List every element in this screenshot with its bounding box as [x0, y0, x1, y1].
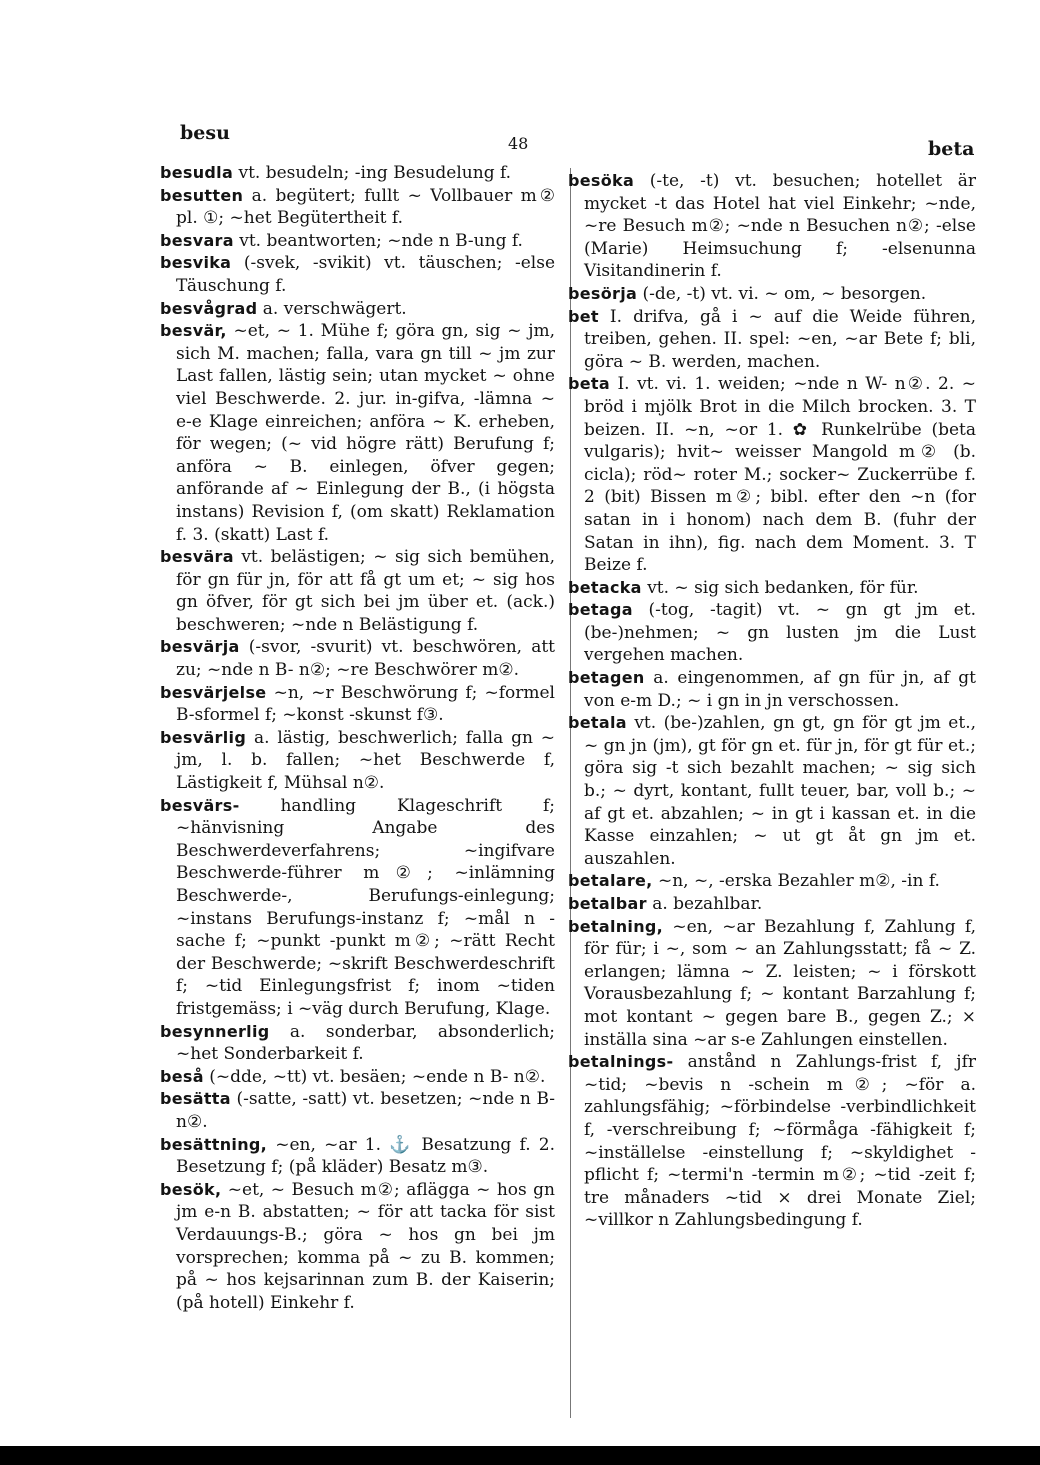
dictionary-entry — [160, 1088, 555, 1133]
right-column — [568, 170, 976, 1232]
headword: besörja — [568, 283, 638, 303]
headword: besätta — [160, 1089, 231, 1109]
definition: a. sonderbar, absonderlich; ~het Sonderbarkeit f. — [176, 1021, 555, 1065]
definition: (-de, -t) vt. vi. ~ om, ~ besorgen. — [642, 283, 927, 304]
definition: ~n, ~r Beschwörung f; ~formel B-sformel f; ~konst -skunst f③. — [176, 682, 555, 726]
dictionary-entry — [568, 1051, 976, 1232]
headword: besvika — [160, 253, 232, 273]
definition: anstånd n Zahlungs-frist f, jfr ~tid; ~bevis n -schein m②; ~för a. zahlungsfähig; ~förbindelse -verbindlichkeit f, -verschreibung f; ~förmåga -fähigkeit f; ~inställelse -einstellung f; ~skyldighet -pflicht f; ~termi'n -termin m②; ~tid -zeit f; tre månaders ~tid × drei Monate Ziel; ~villkor n Zahlungsbedingung f. — [584, 1052, 976, 1231]
dictionary-entry — [160, 1179, 555, 1315]
headword: besvärs- — [160, 795, 240, 815]
dictionary-entry — [568, 373, 976, 576]
headword: betalare, — [568, 871, 653, 891]
definition: (~dde, ~tt) vt. besäen; ~ende n B- n②. — [209, 1066, 546, 1087]
definition: (-te, -t) vt. besuchen; hotellet är mycket -t das Hotel hat viel Einkehr; ~nde, ~re Besuch m②; ~nde n Besuchen n②; -else (Marie) Heimsuchung f; -elsenunna Visitandinerin f. — [584, 171, 976, 282]
definition: (-svor, -svurit) vt. beschwören, att zu; ~nde n B- n②; ~re Beschwörer m②. — [176, 637, 555, 681]
scan-edge — [0, 1446, 1040, 1465]
headword: betalnings- — [568, 1052, 674, 1072]
headword: bet — [568, 306, 599, 326]
headword: besöka — [568, 171, 635, 190]
headword: betacka — [568, 577, 642, 597]
dictionary-entry — [568, 712, 976, 870]
definition: I. vt. vi. 1. weiden; ~nde n W- n②. 2. ~ bröd i mjölk Brot in die Milch brocken. 3. T beizen. II. ~n, ~or 1. ✿ Runkelrübe (beta vulgaris); hvit~ weisser Mangold m② (b. cicla); röd~ roter M.; socker~ Zuckerrübe f. 2 (bit) Bissen m②; bibl. efter den ~n (for satan in i honom) nach dem B. (fuhr der Satan in ihn), fig. nach dem Moment. 3. T Beize f. — [584, 374, 976, 576]
dictionary-entry — [160, 320, 555, 546]
headword: beta — [568, 374, 610, 394]
dictionary-entry — [160, 162, 555, 185]
page-number: 48 — [508, 134, 529, 153]
headword: betalning, — [568, 916, 664, 936]
definition: ~en, ~ar Bezahlung f, Zahlung f, för für; i ~, som ~ an Zahlungsstatt; få ~ Z. erlangen; lämna ~ Z. leisten; ~ i förskott Vorausbezahlung f; ~ kontant Barzahlung f; mot kontant ~ gegen bare B., gegen Z.; × inställa sina ~ar s-e Zahlungen einstellen. — [584, 916, 977, 1050]
definition: vt. beantworten; ~nde n B-ung f. — [239, 230, 523, 251]
headword: besvära — [160, 547, 234, 567]
dictionary-entry — [568, 599, 976, 667]
definition: ~et, ~ 1. Mühe f; göra gn, sig ~ jm, sich M. machen; falla, vara gn till ~ jm zur Last fallen, lästig sein; utan mycket ~ ohne viel Beschwerde. 2. jur. in-gifva, -lämna ~ e-e Klage einreichen; anföra ~ K. erheben, för wegen; (~ vid högre rätt) Berufung f; anföra ~ B. einlegen, öfver gegen; anförande af ~ Einlegung der B., (i högsta instans) Revision f, (om skatt) Reklamation f. 3. (skatt) Last f. — [176, 321, 556, 545]
dictionary-entry — [160, 230, 555, 253]
definition: (-svek, -svikit) vt. täuschen; -else Täuschung f. — [176, 253, 556, 296]
headword: besvärja — [160, 637, 240, 657]
headword: besvär, — [160, 321, 227, 341]
dictionary-entry — [160, 546, 555, 636]
definition: a. begütert; fullt ~ Vollbauer m② pl. ①; ~het Begütertheit f. — [176, 185, 555, 229]
dictionary-entry — [160, 727, 555, 795]
dictionary-entry — [160, 636, 555, 681]
headword: besudla — [160, 163, 234, 182]
definition: a. bezahlbar. — [652, 894, 763, 914]
dictionary-entry — [568, 893, 976, 916]
definition: I. drifva, gå i ~ auf die Weide führen, treiben, gehen. II. spel: ~en, ~ar Bete f; bli, göra ~ B. werden, machen. — [584, 306, 976, 372]
dictionary-entry — [568, 283, 976, 306]
definition: a. lästig, beschwerlich; falla gn ~ jm, l. b. fallen; ~het Beschwerde f, Lästigkeit f, Mühsal n②. — [176, 727, 556, 794]
dictionary-entry — [568, 170, 976, 283]
definition: ~et, ~ Besuch m②; aflägga ~ hos gn jm e-n B. abstatten; ~ för att tacka för sist Verdauungs-B.; göra ~ hos gn bei jm vorsprechen; komma på ~ zu B. kommen; på ~ hos kejsarinnan zum B. der Kaiserin; (på hotell) Einkehr f. — [176, 1179, 556, 1313]
dictionary-entry — [160, 1021, 555, 1066]
headword: betaga — [568, 600, 633, 620]
definition: handling Klageschrift f; ~hänvisning Angabe des Beschwerdeverfahrens; ~ingifvare Beschwerde-führer m②; ~inlämning Beschwerde-, Berufungs-einlegung; ~instans Berufungs-instanz f; ~mål n -sache f; ~punkt -punkt m②; ~rätt Recht der Beschwerde; ~skrift Beschwerdeschrift f; ~tid Einlegungsfrist f; inom ~tiden fristgemäss; i ~väg durch Berufung, Klage. — [176, 795, 556, 1019]
definition: a. eingenommen, af gn für jn, af gt von e-m D.; ~ i gn in jn verschossen. — [584, 668, 977, 711]
running-head-right: beta — [928, 138, 975, 160]
definition: vt. (be-)zahlen, gn gt, gn för gt jm et., ~ gn jn (jm), gt för gn et. für jn, för gt für et.; göra sig -t sich bezahlt machen; ~ sig sich b.; ~ dyrt, kontant, fullt teuer, bar, voll b.; ~ af gt et. abzahlen; ~ in gt i kassan et. in die Kasse einzahlen; ~ ut gt åt gn jm et. auszahlen. — [584, 713, 977, 869]
definition: ~en, ~ar 1. ⚓ Besatzung f. 2. Besetzung f; (på kläder) Besatz m③. — [176, 1134, 556, 1178]
dictionary-entry — [568, 916, 976, 1052]
definition: vt. belästigen; ~ sig sich bemühen, för gn für jn, för att få gt um et; ~ sig hos gn öfver, för gt sich bei jm über et. (ack.) beschweren; ~nde n Belästigung f. — [176, 547, 555, 635]
dictionary-entry — [568, 870, 976, 893]
dictionary-entry — [160, 682, 555, 727]
headword: besvärjelse — [160, 682, 267, 702]
definition: vt. ~ sig sich bedanken, för für. — [647, 577, 919, 598]
dictionary-entry — [160, 795, 555, 1021]
dictionary-entry — [568, 306, 976, 374]
headword: betagen — [568, 668, 645, 688]
dictionary-entry — [568, 577, 976, 600]
definition: vt. besudeln; -ing Besudelung f. — [238, 163, 512, 183]
headword: besök, — [160, 1179, 222, 1199]
running-head-left: besu — [180, 122, 230, 144]
dictionary-entry — [160, 298, 555, 321]
definition: (-satte, -satt) vt. besetzen; ~nde n B- n②. — [176, 1089, 556, 1132]
headword: besättning, — [160, 1134, 268, 1154]
left-column — [160, 162, 555, 1314]
dictionary-entry — [568, 667, 976, 712]
headword: beså — [160, 1066, 204, 1086]
headword: besvara — [160, 230, 234, 250]
headword: besutten — [160, 185, 244, 205]
dictionary-entry — [160, 1066, 555, 1089]
definition: ~n, ~, -erska Bezahler m②, -in f. — [657, 871, 940, 892]
headword: besynnerlig — [160, 1021, 270, 1041]
headword: betala — [568, 713, 627, 733]
dictionary-entry — [160, 1134, 555, 1179]
definition: a. verschwägert. — [262, 298, 407, 319]
headword: betalbar — [568, 894, 647, 913]
headword: besvågrad — [160, 298, 258, 318]
headword: besvärlig — [160, 727, 247, 747]
dictionary-entry — [160, 185, 555, 230]
dictionary-entry — [160, 252, 555, 297]
definition: (-tog, -tagit) vt. ~ gn gt jm et. (be-)nehmen; ~ gn lusten jm die Lust vergehen machen. — [584, 600, 977, 666]
